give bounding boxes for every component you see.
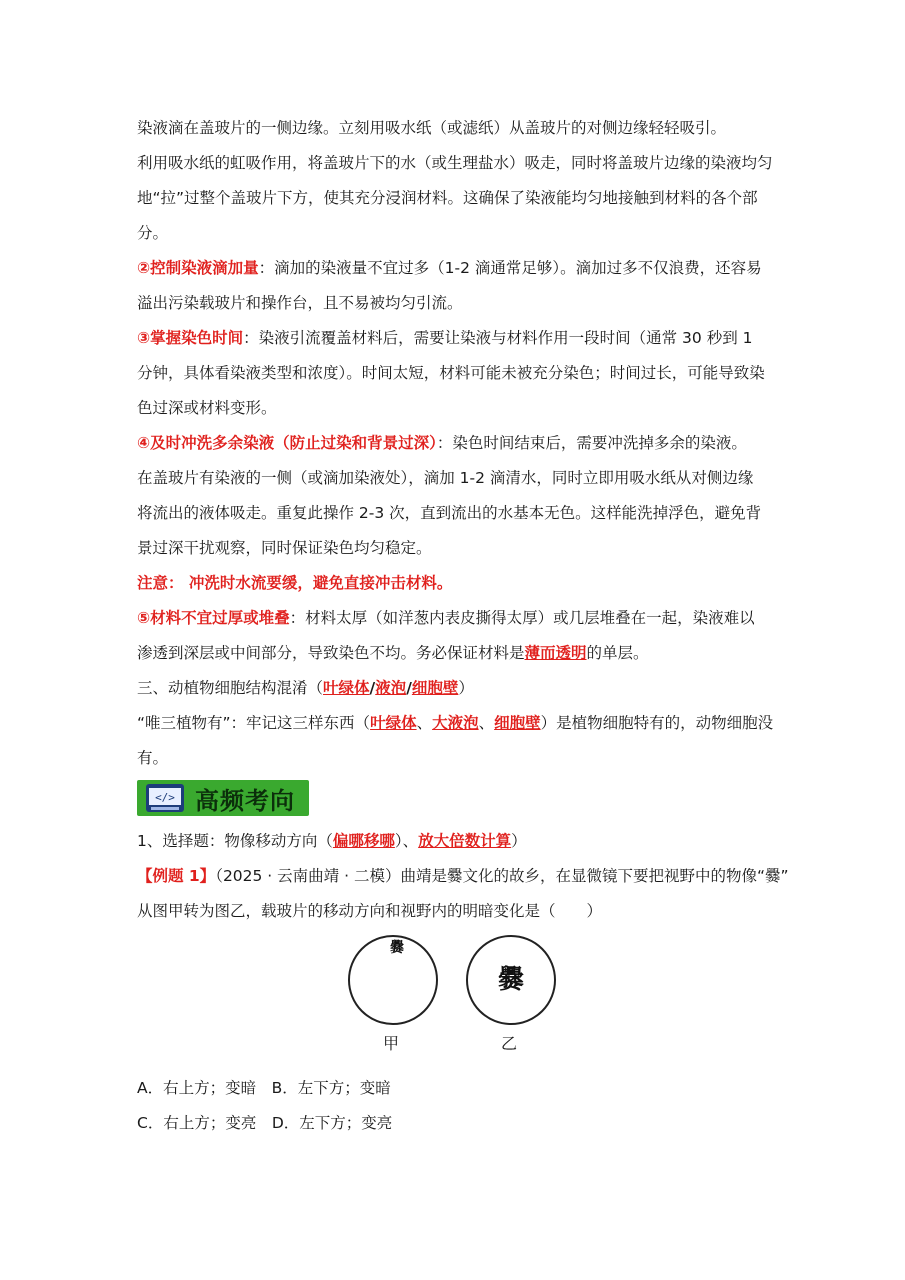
step-4-line (137, 426, 777, 461)
paragraph-line: 将流出的液体吸走。重复此操作 2-3 次，直到流出的水基本无色。这样能洗掉浮色，避免背 (137, 504, 762, 522)
step-5-line-2 (137, 636, 777, 671)
example-stem-line-2: 从图甲转为图乙，载玻片的移动方向和视野内的明暗变化是（ ） (137, 902, 603, 920)
separator: 、 (478, 714, 495, 732)
paragraph-line: 色过深或材料变形。 (137, 399, 277, 417)
example-stem: （2025 · 云南曲靖 · 二模）曲靖是爨文化的故乡，在显微镜下要把视野中的物像“爨” (215, 867, 789, 885)
text-span: “唯三植物有”：牢记这三样东西（ (137, 714, 371, 732)
section-banner (137, 780, 309, 816)
paragraph-line: 利用吸水纸的虹吸作用，将盖玻片下的水（或生理盐水）吸走，同时将盖玻片边缘的染液均匀 (137, 154, 773, 172)
step-3-text: ：染液引流覆盖材料后，需要让染液与材料作用一段时间（通常 30 秒到 1 (243, 329, 753, 347)
note-line: 注意： 冲洗时水流要缓，避免直接冲击材料。 (137, 574, 453, 592)
keyword-direction-rule: 偏哪移哪 (332, 832, 395, 850)
keyword-chloroplast: 叶绿体 (370, 714, 417, 732)
text-span: ）是植物细胞特有的，动物细胞没 (540, 714, 774, 732)
paragraph-line: 景过深干扰观察，同时保证染色均匀稳定。 (137, 539, 432, 557)
step-2-heading: ②控制染液滴加量 (137, 259, 259, 277)
text-span: 渗透到深层或中间部分，导致染色不均。务必保证材料是 (137, 644, 525, 662)
keyword-chloroplast: 叶绿体 (323, 679, 370, 697)
text-span: ）、 (394, 832, 419, 850)
paragraph-line: 地“拉”过整个盖玻片下方，使其充分浸润材料。这确保了染液能均匀地接触到材料的各个部 (137, 189, 758, 207)
document-page (137, 111, 789, 1141)
paragraph-line: 有。 (137, 749, 169, 767)
keyword-cell-wall: 细胞壁 (494, 714, 541, 732)
text-span: ） (511, 832, 527, 850)
paragraph-line: 分钟，具体看染液类型和浓度）。时间太短，材料可能未被充分染色；时间过长，可能导致染 (137, 364, 765, 382)
svg-text:</>: </> (155, 791, 175, 804)
step-3-line (137, 321, 777, 356)
banner-title: 高频考向 (195, 786, 295, 815)
step-5-text: ：材料太厚（如洋葱内表皮撕得太厚）或几层堆叠在一起，染液难以 (289, 609, 755, 627)
slash: / (406, 679, 412, 697)
answer-options-row-2: C．右上方；变亮 D．左下方；变亮 (137, 1114, 393, 1132)
paragraph-line: 分。 (137, 224, 169, 242)
step-2-text: ：滴加的染液量不宜过多（1-2 滴通常足够）。滴加过多不仅浪费，还容易 (258, 259, 762, 277)
image-char-large: 爨 (498, 965, 525, 995)
image-char-small: 爨 (390, 940, 404, 956)
keyword-magnification: 放大倍数计算 (418, 832, 512, 850)
text-span: 的单层。 (586, 644, 649, 662)
answer-options-row-1: A．右上方；变暗 B．左下方；变暗 (137, 1079, 391, 1097)
step-5-heading: ⑤材料不宜过厚或堆叠 (137, 609, 290, 627)
paragraph-line: 溢出污染载玻片和操作台，且不易被均匀引流。 (137, 294, 463, 312)
step-3-heading: ③掌握染色时间 (137, 329, 244, 347)
keyword-large-vacuole: 大液泡 (432, 714, 479, 732)
paragraph-line: 染液滴在盖玻片的一侧边缘。立刻用吸水纸（或滤纸）从盖玻片的对侧边缘轻轻吸引。 (137, 119, 727, 137)
keyword-thin-transparent: 薄而透明 (524, 644, 587, 662)
section-3-heading (137, 671, 777, 706)
text-span: 1、选择题：物像移动方向（ (137, 832, 333, 850)
text-span: ） (458, 679, 474, 697)
question-type-line (137, 824, 777, 859)
separator: 、 (416, 714, 433, 732)
step-5-line (137, 601, 777, 636)
figure-label-b: 乙 (501, 1034, 518, 1053)
step-4-heading: ④及时冲洗多余染液（防止过染和背景过深） (137, 434, 437, 452)
step-4-text: ：染色时间结束后，需要冲洗掉多余的染液。 (436, 434, 747, 452)
keyword-vacuole: 液泡 (375, 679, 407, 697)
paragraph-line: 在盖玻片有染液的一侧（或滴加染液处），滴加 1-2 滴清水，同时立即用吸水纸从对侧边缘 (137, 469, 754, 487)
microscope-figure (137, 935, 777, 1065)
example-stem-line (137, 859, 789, 894)
text-span: 三、动植物细胞结构混淆（ (137, 679, 324, 697)
slash: / (369, 679, 376, 697)
code-window-icon (145, 783, 185, 813)
figure-label-a: 甲 (383, 1034, 400, 1053)
step-2-line (137, 251, 777, 286)
keyword-cell-wall: 细胞壁 (411, 679, 459, 697)
tip-line (137, 706, 777, 741)
example-tag: 【例题 1】 (137, 867, 216, 885)
